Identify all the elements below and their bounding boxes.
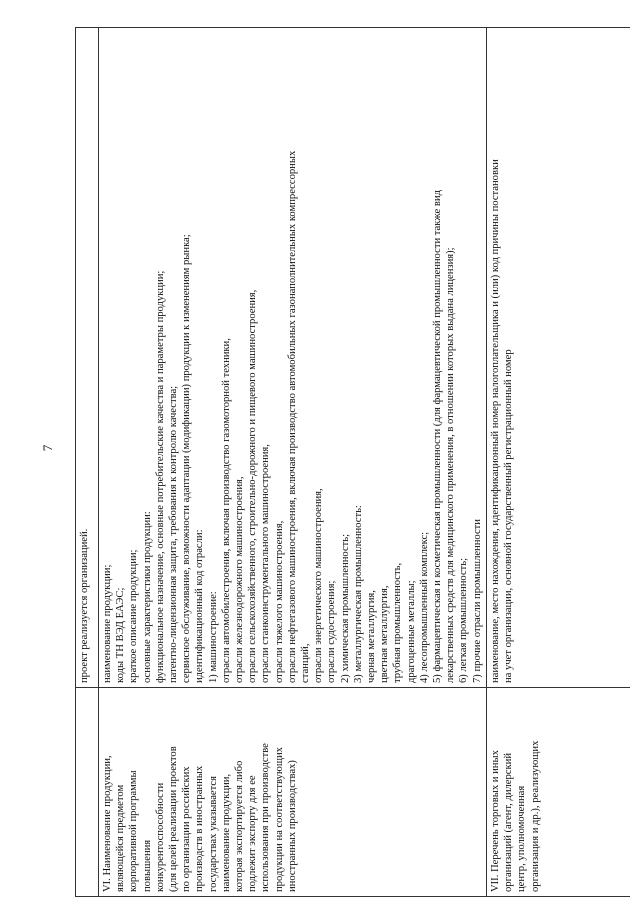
text-line: производств в иностранных bbox=[194, 765, 206, 892]
text-line: VII. Перечень торговых и иных bbox=[489, 750, 501, 892]
text-line: 2) химическая промышленность; bbox=[339, 533, 351, 683]
text-line: драгоценные металлы; bbox=[405, 580, 417, 683]
text-line: являющейся предметом bbox=[115, 784, 127, 892]
text-line: коды ТН ВЭД ЕАЭС; bbox=[115, 587, 127, 683]
text-line: иностранных производствах) bbox=[286, 760, 298, 892]
text-line: центр, уполномоченная bbox=[516, 785, 528, 892]
text-line: VI. Наименование продукции, bbox=[102, 755, 113, 892]
text-line: повышения bbox=[141, 839, 153, 892]
text-line: отрасли сельскохозяйственного, строительно-дорожного и пищевого машиностроения, bbox=[247, 289, 259, 683]
section-vii-label-cell bbox=[486, 688, 630, 897]
text-line: отрасли энергетического машиностроения, bbox=[313, 488, 325, 683]
text-line: патентно-лицензионная защита, требования к контролю качества; bbox=[168, 385, 180, 683]
text-line: 3) металлургическая промышленность: bbox=[352, 505, 364, 683]
section-vii-content-cell bbox=[486, 28, 630, 688]
text-line: государствах указывается bbox=[207, 776, 219, 892]
text-line: станций, bbox=[300, 643, 312, 683]
section-vi-label-cell bbox=[99, 688, 487, 897]
text-line: конкурентоспособности bbox=[154, 782, 166, 892]
text-line: отрасли автомобилестроения, включая производство газомоторной техники, bbox=[220, 338, 232, 683]
text-line: (для целей реализации проектов bbox=[168, 746, 180, 892]
text-line: отрасли нефтегазового машиностроения, включая производство автомобильных газонаполнительных компрессорных bbox=[286, 150, 298, 683]
text-line: 4) лесопромышленный комплекс; bbox=[418, 531, 430, 683]
section-vi-content-cell bbox=[99, 28, 487, 688]
text-line: организация и др.), реализующих bbox=[529, 740, 541, 892]
table-row bbox=[99, 28, 487, 897]
text-line: трубная промышленность, bbox=[392, 562, 404, 683]
document-sheet bbox=[75, 27, 630, 897]
text-line: цветная металлургия, bbox=[379, 585, 391, 683]
text-line: краткое описание продукции; bbox=[128, 549, 140, 683]
text-line: наименование, место нахождения, идентификационный номер налогоплательщика и (или) код причины постановки bbox=[489, 159, 501, 683]
text-line: продукции на соответствующих bbox=[273, 747, 285, 892]
text-line: функциональное назначение, основные потребительские качества и параметры продукции; bbox=[154, 270, 166, 683]
rotated-page bbox=[75, 27, 630, 897]
row-1-label-cell bbox=[76, 688, 99, 897]
text-line: по организации российских bbox=[181, 766, 193, 892]
text-line: идентификационный код отрасли: bbox=[194, 529, 206, 683]
text-line: 7) прочие отрасли промышленности bbox=[471, 519, 483, 683]
text-line: отрасли станкоинструментального машиностроения, bbox=[260, 444, 272, 683]
text-line: отрасли судостроения; bbox=[326, 580, 338, 683]
text-line: черная металлургия, bbox=[366, 590, 378, 683]
table-row bbox=[486, 28, 630, 897]
text-line: организаций (агент, дилерский bbox=[503, 753, 515, 892]
row-1-content-cell bbox=[76, 28, 99, 688]
text-line: сервисное обслуживание, возможности адаптации (модификации) продукции к изменениям рынка; bbox=[181, 234, 193, 683]
text-line: лекарственных средств для медицинского применения, в отношении которых выдана лицензия); bbox=[445, 247, 457, 683]
text-line: наименование продукции, bbox=[220, 773, 232, 892]
text-line: использования при производстве bbox=[260, 743, 272, 892]
requirements-table bbox=[75, 27, 630, 897]
text-line: которая экспортируется либо bbox=[234, 760, 246, 892]
table-row bbox=[76, 28, 99, 897]
text-line: отрасли тяжелого машиностроения, bbox=[273, 520, 285, 683]
text-line: основные характеристики продукции: bbox=[141, 511, 153, 683]
text-line: проект реализуется организацией. bbox=[79, 528, 90, 683]
text-line: наименование продукции; bbox=[102, 564, 113, 683]
text-line: 1) машиностроение: bbox=[207, 591, 219, 683]
text-line: корпоративной программы bbox=[128, 770, 140, 892]
text-line: 6) легкая промышленность; bbox=[458, 557, 470, 683]
page-number: 7 bbox=[40, 444, 55, 452]
text-line: подлежит экспорту для ее bbox=[247, 775, 259, 892]
text-line: отрасли железнодорожного машиностроения, bbox=[234, 476, 246, 683]
text-line: на учет организации, основной государственный регистрационный номер bbox=[503, 349, 515, 683]
text-line: 5) фармацевтическая и косметическая промышленности (для фармацевтической промышленности также вид bbox=[432, 190, 444, 683]
